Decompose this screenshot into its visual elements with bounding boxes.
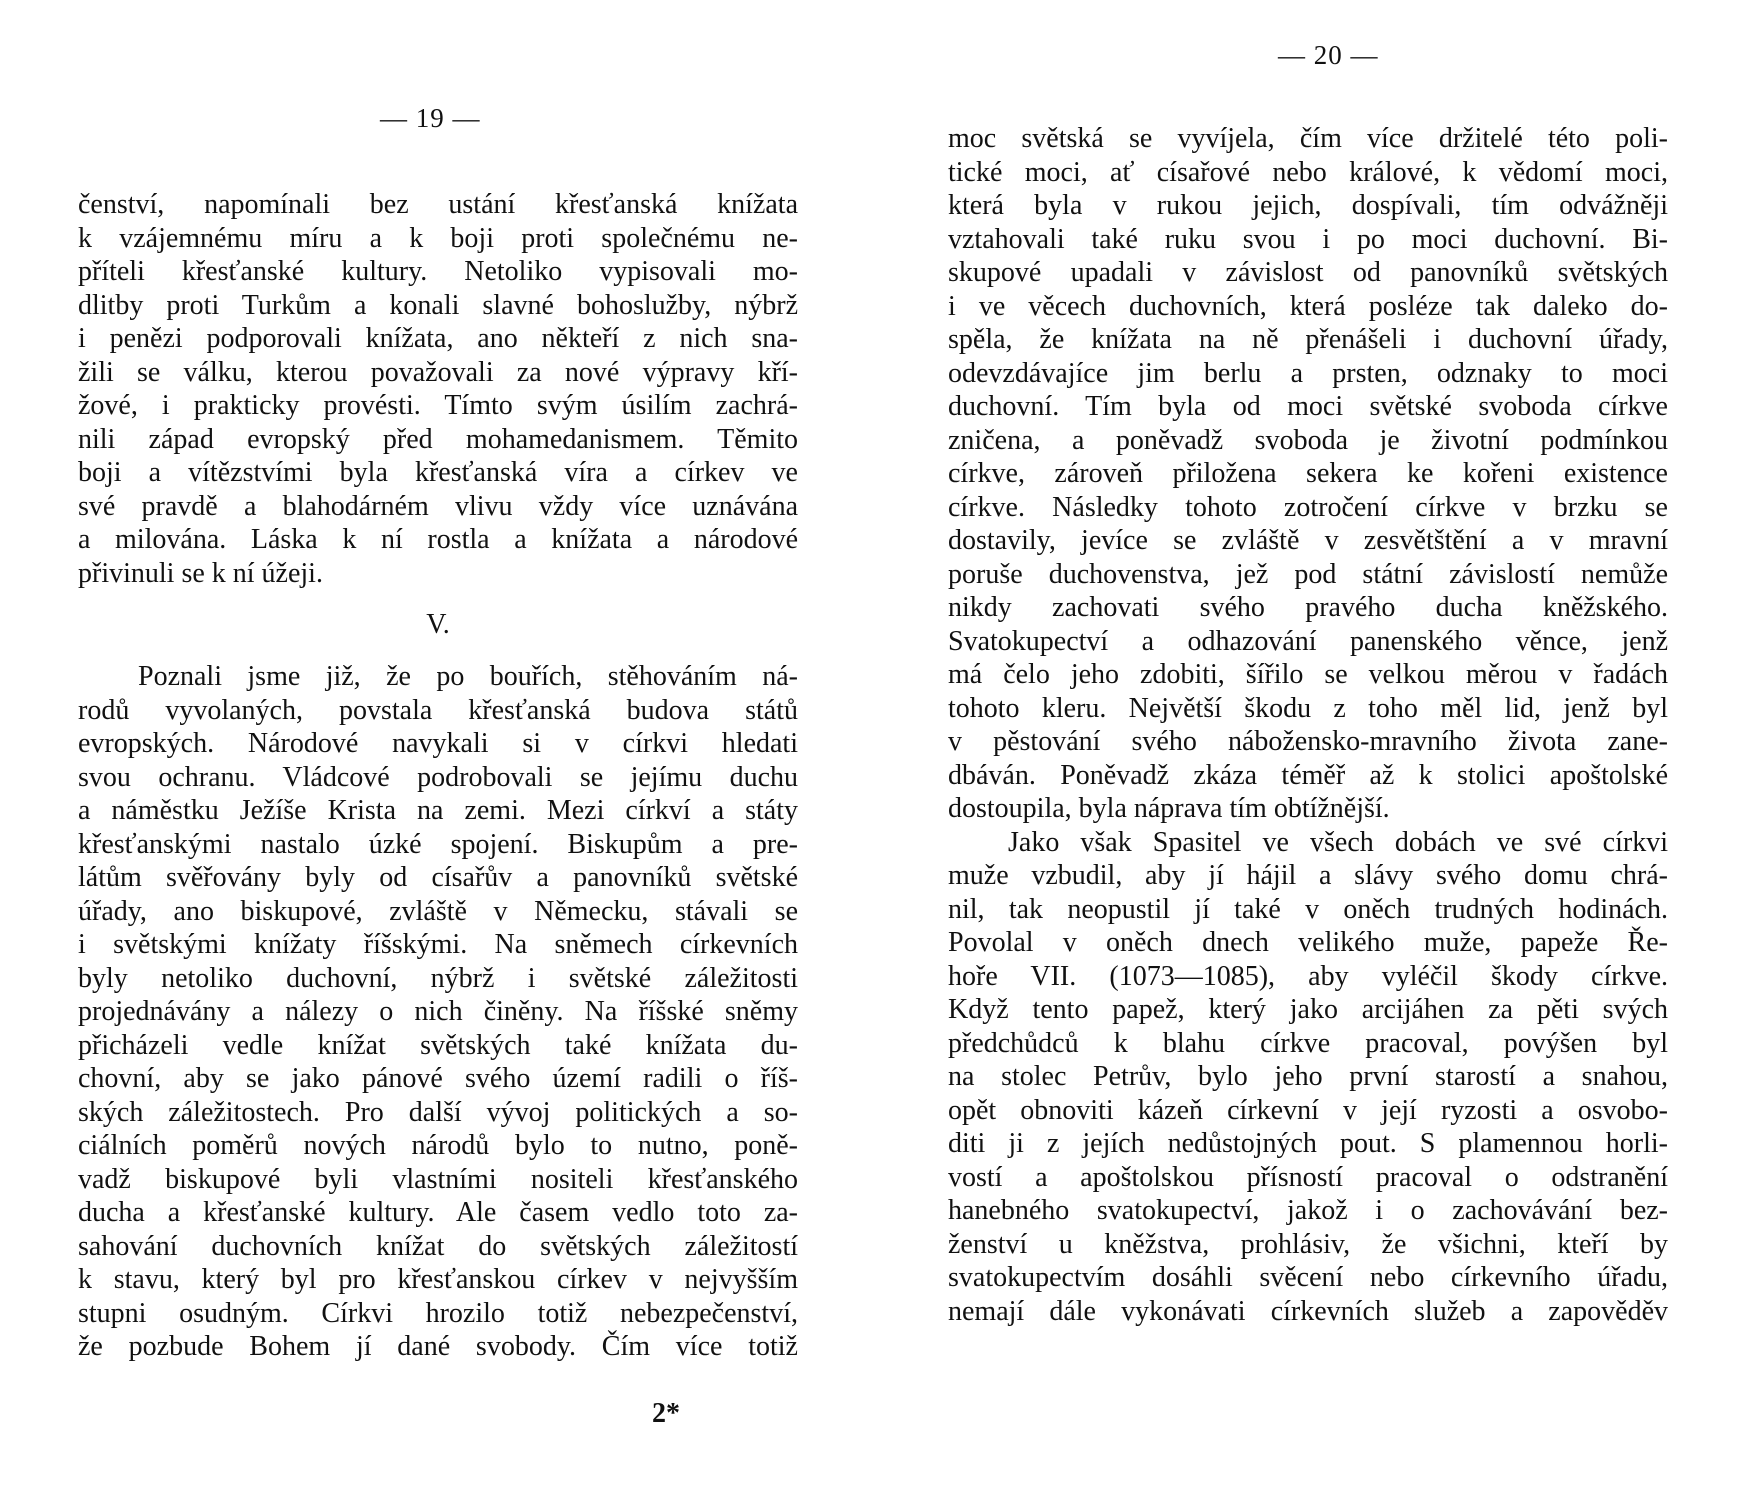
text-line <box>78 895 798 929</box>
text-line-content: církve, zároveň přiložena sekera ke kořeni existence <box>948 458 1668 489</box>
text-line-content: svatokupectvím dosáhli svěcení nebo církevního úřadu, <box>948 1262 1668 1293</box>
text-line-content: i penězi podporovali knížata, ano někteří z nich sna- <box>78 323 798 354</box>
text-line-content: stupni osudným. Církvi hrozilo totiž nebezpečenství, <box>78 1297 798 1329</box>
text-line <box>78 727 798 761</box>
text-line-content: Jako však Spasitel ve všech dobách ve své církvi <box>1008 826 1668 858</box>
text-line-content: že pozbude Bohem jí dané svobody. Čím více totiž <box>78 1331 798 1362</box>
text-line-content: nikdy zachovati svého pravého ducha kněžského. <box>948 592 1668 623</box>
paragraph <box>948 826 1668 1329</box>
text-line <box>78 423 798 457</box>
text-column <box>78 188 798 1364</box>
text-line <box>948 1060 1668 1094</box>
text-line <box>948 1295 1668 1329</box>
text-line <box>948 625 1668 659</box>
text-line <box>948 1094 1668 1128</box>
text-line-content: k vzájemnému míru a k boji proti společnému ne- <box>78 222 798 254</box>
text-line-content: vztahovali také ruku svou i po moci duchovní. Bi- <box>948 223 1668 255</box>
text-line-content: muže vzbudil, aby jí hájil a slávy svého domu chrá- <box>948 860 1668 891</box>
text-line-content: dostoupila, byla náprava tím obtížnější. <box>948 793 1390 824</box>
text-line <box>948 122 1668 156</box>
text-line-content: má čelo jeho zdobiti, šířilo se velkou měrou v řadách <box>948 659 1668 690</box>
text-line <box>948 524 1668 558</box>
text-line-content: vostí a apoštolskou přísností pracoval o odstranění <box>948 1161 1668 1193</box>
text-line-content: Když tento papež, který jako arcijáhen za pěti svých <box>948 994 1668 1025</box>
text-line <box>948 1194 1668 1228</box>
text-line <box>78 928 798 962</box>
text-line <box>948 491 1668 525</box>
text-line <box>948 424 1668 458</box>
text-line <box>78 962 798 996</box>
text-line <box>948 256 1668 290</box>
text-line <box>948 390 1668 424</box>
text-line <box>78 794 798 828</box>
text-line-content: dlitby proti Turkům a konali slavné bohoslužby, nýbrž <box>78 289 798 321</box>
text-line-content: přivinuli se k ní úžeji. <box>78 557 323 589</box>
text-column <box>948 122 1668 1328</box>
text-line <box>948 759 1668 793</box>
text-line <box>948 792 1668 826</box>
text-line <box>948 1261 1668 1295</box>
text-line-content: spěla, že knížata na ně přenášeli i duchovní úřady, <box>948 324 1668 355</box>
text-line-content: žové, i prakticky provésti. Tímto svým úsilím zachrá- <box>78 390 798 421</box>
text-line <box>948 725 1668 759</box>
paragraph <box>948 122 1668 826</box>
text-line-content: žili se válku, kterou považovali za nové výpravy kří- <box>78 356 798 388</box>
text-line-content: své pravdě a blahodárném vlivu vždy více uznávána <box>78 490 798 522</box>
text-line <box>948 591 1668 625</box>
text-line <box>948 1161 1668 1195</box>
text-line <box>78 289 798 323</box>
text-line-content: na stolec Petrův, bylo jeho první starostí a snahou, <box>948 1061 1668 1092</box>
text-line <box>948 993 1668 1027</box>
text-line-content: byly netoliko duchovní, nýbrž i světské záležitosti <box>78 962 798 994</box>
text-line-content: a náměstku Ježíše Krista na zemi. Mezi církví a státy <box>78 795 798 826</box>
text-line <box>78 188 798 222</box>
text-line-content: moc světská se vyvíjela, čím více držitelé této poli- <box>948 123 1668 154</box>
text-line-content: dbáván. Poněvadž zkáza téměř až k stolici apoštolské <box>948 759 1668 791</box>
text-line <box>948 826 1668 860</box>
text-line <box>78 1330 798 1364</box>
text-line <box>78 557 798 591</box>
section-heading: V. <box>426 609 450 640</box>
text-line-content: svou ochranu. Vládcové podrobovali se jejímu duchu <box>78 761 798 793</box>
text-line-content: Svatokupectví a odhazování panenského věnce, jenž <box>948 625 1668 657</box>
text-line-content: nili západ evropský před mohamedanismem. Těmito <box>78 423 798 455</box>
text-line <box>948 859 1668 893</box>
text-line-content: vadž biskupové byli vlastními nositeli křesťanského <box>78 1163 798 1195</box>
text-line-content: hanebného svatokupectví, jakož i o zachovávání bez- <box>948 1195 1668 1226</box>
text-line-content: přicházeli vedle knížat světských také knížata du- <box>78 1029 798 1061</box>
text-line-content: předchůdců k blahu církve pracoval, povýšen byl <box>948 1027 1668 1059</box>
text-line <box>948 189 1668 223</box>
text-line <box>78 1230 798 1264</box>
text-line <box>78 995 798 1029</box>
text-line-content: i ve věcech duchovních, která posléze tak daleko do- <box>948 290 1668 322</box>
text-line-content: křesťanskými nastalo úzké spojení. Biskupům a pre- <box>78 828 798 860</box>
text-line <box>78 1062 798 1096</box>
text-line-content: církve. Následky tohoto zotročení církve v brzku se <box>948 491 1668 523</box>
text-line <box>78 1029 798 1063</box>
text-line-content: která byla v rukou jejich, dospívali, tím odvážněji <box>948 190 1668 221</box>
text-line <box>948 1027 1668 1061</box>
text-line <box>78 861 798 895</box>
text-line-content: k stavu, který byl pro křesťanskou církev v nejvyšším <box>78 1264 798 1295</box>
page-number: — 19 — <box>380 103 481 133</box>
text-line <box>78 828 798 862</box>
text-line-content: sahování duchovních knížat do světských záležitostí <box>78 1230 798 1262</box>
text-line <box>948 960 1668 994</box>
text-line-content: opět obnoviti kázeň církevní v její ryzosti a osvobo- <box>948 1094 1668 1126</box>
text-line-content: ských záležitostech. Pro další vývoj politických a so- <box>78 1096 798 1128</box>
text-line <box>78 1297 798 1331</box>
text-line <box>948 1127 1668 1161</box>
text-line <box>78 356 798 390</box>
text-line-content: hoře VII. (1073—1085), aby vyléčil škody církve. <box>948 960 1668 992</box>
text-line <box>948 223 1668 257</box>
text-line <box>78 456 798 490</box>
text-line-content: čenství, napomínali bez ustání křesťanská knížata <box>78 189 798 220</box>
text-line-content: ducha a křesťanské kultury. Ale časem vedlo toto za- <box>78 1197 798 1228</box>
text-line-content: skupové upadali v závislost od panovníků světských <box>948 257 1668 288</box>
text-line <box>78 1129 798 1163</box>
text-line <box>948 893 1668 927</box>
text-line <box>78 660 798 694</box>
text-line <box>78 1196 798 1230</box>
text-line-content: rodů vyvolaných, povstala křesťanská budova států <box>78 694 798 726</box>
text-line-content: zničena, a poněvadž svoboda je životní podmínkou <box>948 424 1668 456</box>
text-line-content: i světskými knížaty říšskými. Na sněmech církevních <box>78 929 798 960</box>
text-line-content: duchovní. Tím byla od moci světské svoboda církve <box>948 391 1668 422</box>
text-line-content: chovní, aby se jako pánové svého území radili o říš- <box>78 1063 798 1094</box>
text-line-content: a milována. Láska k ní rostla a knížata a národové <box>78 524 798 555</box>
text-line-content: poruše duchovenstva, jež pod státní závislostí nemůže <box>948 558 1668 590</box>
text-line <box>78 1263 798 1297</box>
text-line <box>78 761 798 795</box>
text-line-content: dostavily, jevíce se zvláště v zesvětštění a v mravní <box>948 525 1668 556</box>
text-line <box>78 322 798 356</box>
text-line <box>78 1096 798 1130</box>
text-line-content: ciálních poměrů nových národů bylo to nutno, poně- <box>78 1130 798 1161</box>
text-line-content: projednávány a nálezy o nich činěny. Na říšské sněmy <box>78 996 798 1027</box>
page-number: — 20 — <box>1278 40 1379 70</box>
text-line <box>78 255 798 289</box>
text-line-content: v pěstování svého nábožensko-mravního života zane- <box>948 726 1668 757</box>
text-line <box>78 1163 798 1197</box>
text-line <box>948 926 1668 960</box>
paragraph <box>78 188 798 590</box>
text-line-content: nemají dále vykonávati církevních služeb a zapověděv <box>948 1295 1668 1327</box>
text-line <box>948 357 1668 391</box>
text-line-content: ženství u kněžstva, prohlásiv, že všichni, kteří by <box>948 1228 1668 1260</box>
right-page <box>870 0 1740 1500</box>
paragraph <box>78 660 798 1364</box>
text-line <box>948 290 1668 324</box>
text-line <box>948 692 1668 726</box>
text-line-content: úřady, ano biskupové, zvláště v Německu, stávali se <box>78 895 798 927</box>
text-line-content: Poznali jsme již, že po bouřích, stěhováním ná- <box>138 661 798 692</box>
text-line <box>78 490 798 524</box>
text-line-content: boji a vítězstvími byla křesťanská víra a církev ve <box>78 457 798 488</box>
text-line <box>78 694 798 728</box>
text-line-content: odevzdávajíce jim berlu a prsten, odznaky to moci <box>948 357 1668 389</box>
text-line <box>78 523 798 557</box>
text-line <box>78 389 798 423</box>
text-line-content: Povolal v oněch dnech velikého muže, papeže Ře- <box>948 927 1668 958</box>
text-line <box>948 1228 1668 1262</box>
text-line <box>948 558 1668 592</box>
text-line-content: diti ji z jejích nedůstojných pout. S plamennou horli- <box>948 1128 1668 1159</box>
text-line-content: evropských. Národové navykali si v církvi hledati <box>78 728 798 759</box>
text-line-content: tické moci, ať císařové nebo králové, k vědomí moci, <box>948 156 1668 188</box>
text-line <box>948 323 1668 357</box>
text-line-content: nil, tak neopustil jí také v oněch trudných hodinách. <box>948 893 1668 925</box>
text-line-content: příteli křesťanské kultury. Netoliko vypisovali mo- <box>78 256 798 287</box>
signature-mark: 2* <box>652 1398 680 1429</box>
text-line <box>948 457 1668 491</box>
text-line <box>948 156 1668 190</box>
text-line <box>78 222 798 256</box>
text-line-content: tohoto kleru. Největší škodu z toho měl lid, jenž byl <box>948 692 1668 724</box>
text-line-content: látům svěřovány byly od císařův a panovníků světské <box>78 862 798 893</box>
text-line <box>948 658 1668 692</box>
